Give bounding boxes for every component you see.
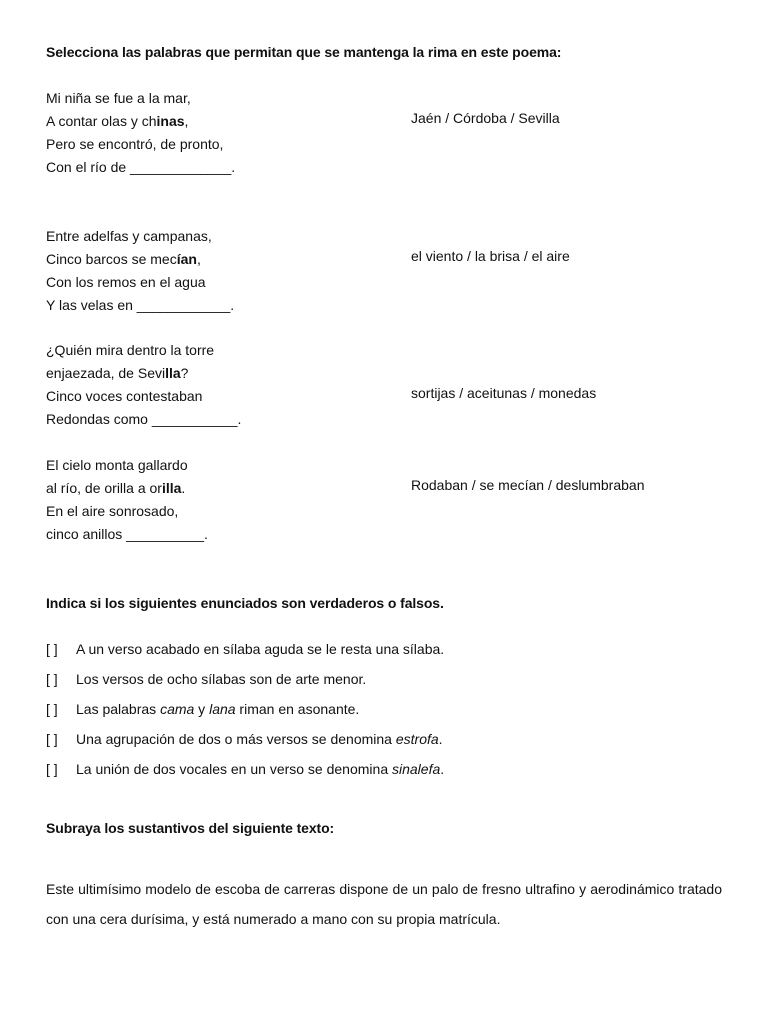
word-options: sortijas / aceitunas / monedas xyxy=(411,385,597,401)
rhyme-highlight: inas xyxy=(156,113,185,129)
nouns-instruction: Subraya los sustantivos del siguiente texto: xyxy=(46,820,335,836)
answer-bracket[interactable]: [ ] xyxy=(46,731,58,747)
stanza-4 xyxy=(46,454,726,546)
rhyme-highlight: ían xyxy=(176,251,197,267)
poem-line: Con los remos en el agua xyxy=(46,274,206,290)
poem-line-blank: Con el río de _____________. xyxy=(46,159,236,175)
statement-item: [ ] A un verso acabado en sílaba aguda se le resta una sílaba. xyxy=(46,634,726,664)
statement-item: [ ] Una agrupación de dos o más versos se denomina estrofa. xyxy=(46,724,726,754)
answer-bracket[interactable]: [ ] xyxy=(46,671,58,687)
poem-line: Mi niña se fue a la mar, xyxy=(46,90,191,106)
true-false-instruction: Indica si los siguientes enunciados son verdaderos o falsos. xyxy=(46,595,444,611)
poem-line: En el aire sonrosado, xyxy=(46,503,179,519)
poem-line: El cielo monta gallardo xyxy=(46,457,188,473)
rhyme-highlight: illa xyxy=(161,480,182,496)
answer-bracket[interactable]: [ ] xyxy=(46,761,58,777)
poem-line-blank: cinco anillos __________. xyxy=(46,526,208,542)
rhyme-instruction: Selecciona las palabras que permitan que se mantenga la rima en este poema: xyxy=(46,44,562,60)
poem-line: Cinco voces contestaban xyxy=(46,388,203,404)
statement-item: [ ] Las palabras cama y lana riman en asonante. xyxy=(46,694,726,724)
poem-line: ¿Quién mira dentro la torre xyxy=(46,342,215,358)
statement-item: [ ] Los versos de ocho sílabas son de arte menor. xyxy=(46,664,726,694)
poem-line: Pero se encontró, de pronto, xyxy=(46,136,224,152)
text-paragraph: Este ultimísimo modelo de escoba de carreras dispone de un palo de fresno ultrafino y aerodinámico tratado con una cera durísima, y está numerado a mano con su propia matrícula. xyxy=(46,881,722,927)
poem-line: al río, de orilla a orilla. xyxy=(46,480,186,496)
poem-line-blank: Redondas como ___________. xyxy=(46,411,242,427)
statement-item: [ ] La unión de dos vocales en un verso se denomina sinalefa. xyxy=(46,754,726,784)
stanza-1 xyxy=(46,87,726,179)
true-false-list xyxy=(46,634,726,784)
word-options: Rodaban / se mecían / deslumbraban xyxy=(411,477,645,493)
poem-line: Entre adelfas y campanas, xyxy=(46,228,212,244)
stanza-2 xyxy=(46,225,726,317)
word-options: el viento / la brisa / el aire xyxy=(411,248,570,264)
answer-bracket[interactable]: [ ] xyxy=(46,641,58,657)
stanza-3 xyxy=(46,339,726,431)
rhyme-highlight: lla xyxy=(165,365,181,381)
word-options: Jaén / Córdoba / Sevilla xyxy=(411,110,560,126)
poem-line: Cinco barcos se mecían, xyxy=(46,251,201,267)
poem-line: enjaezada, de Sevilla? xyxy=(46,365,189,381)
poem-line-blank: Y las velas en ____________. xyxy=(46,297,235,313)
answer-bracket[interactable]: [ ] xyxy=(46,701,58,717)
poem-line: A contar olas y chinas, xyxy=(46,113,189,129)
